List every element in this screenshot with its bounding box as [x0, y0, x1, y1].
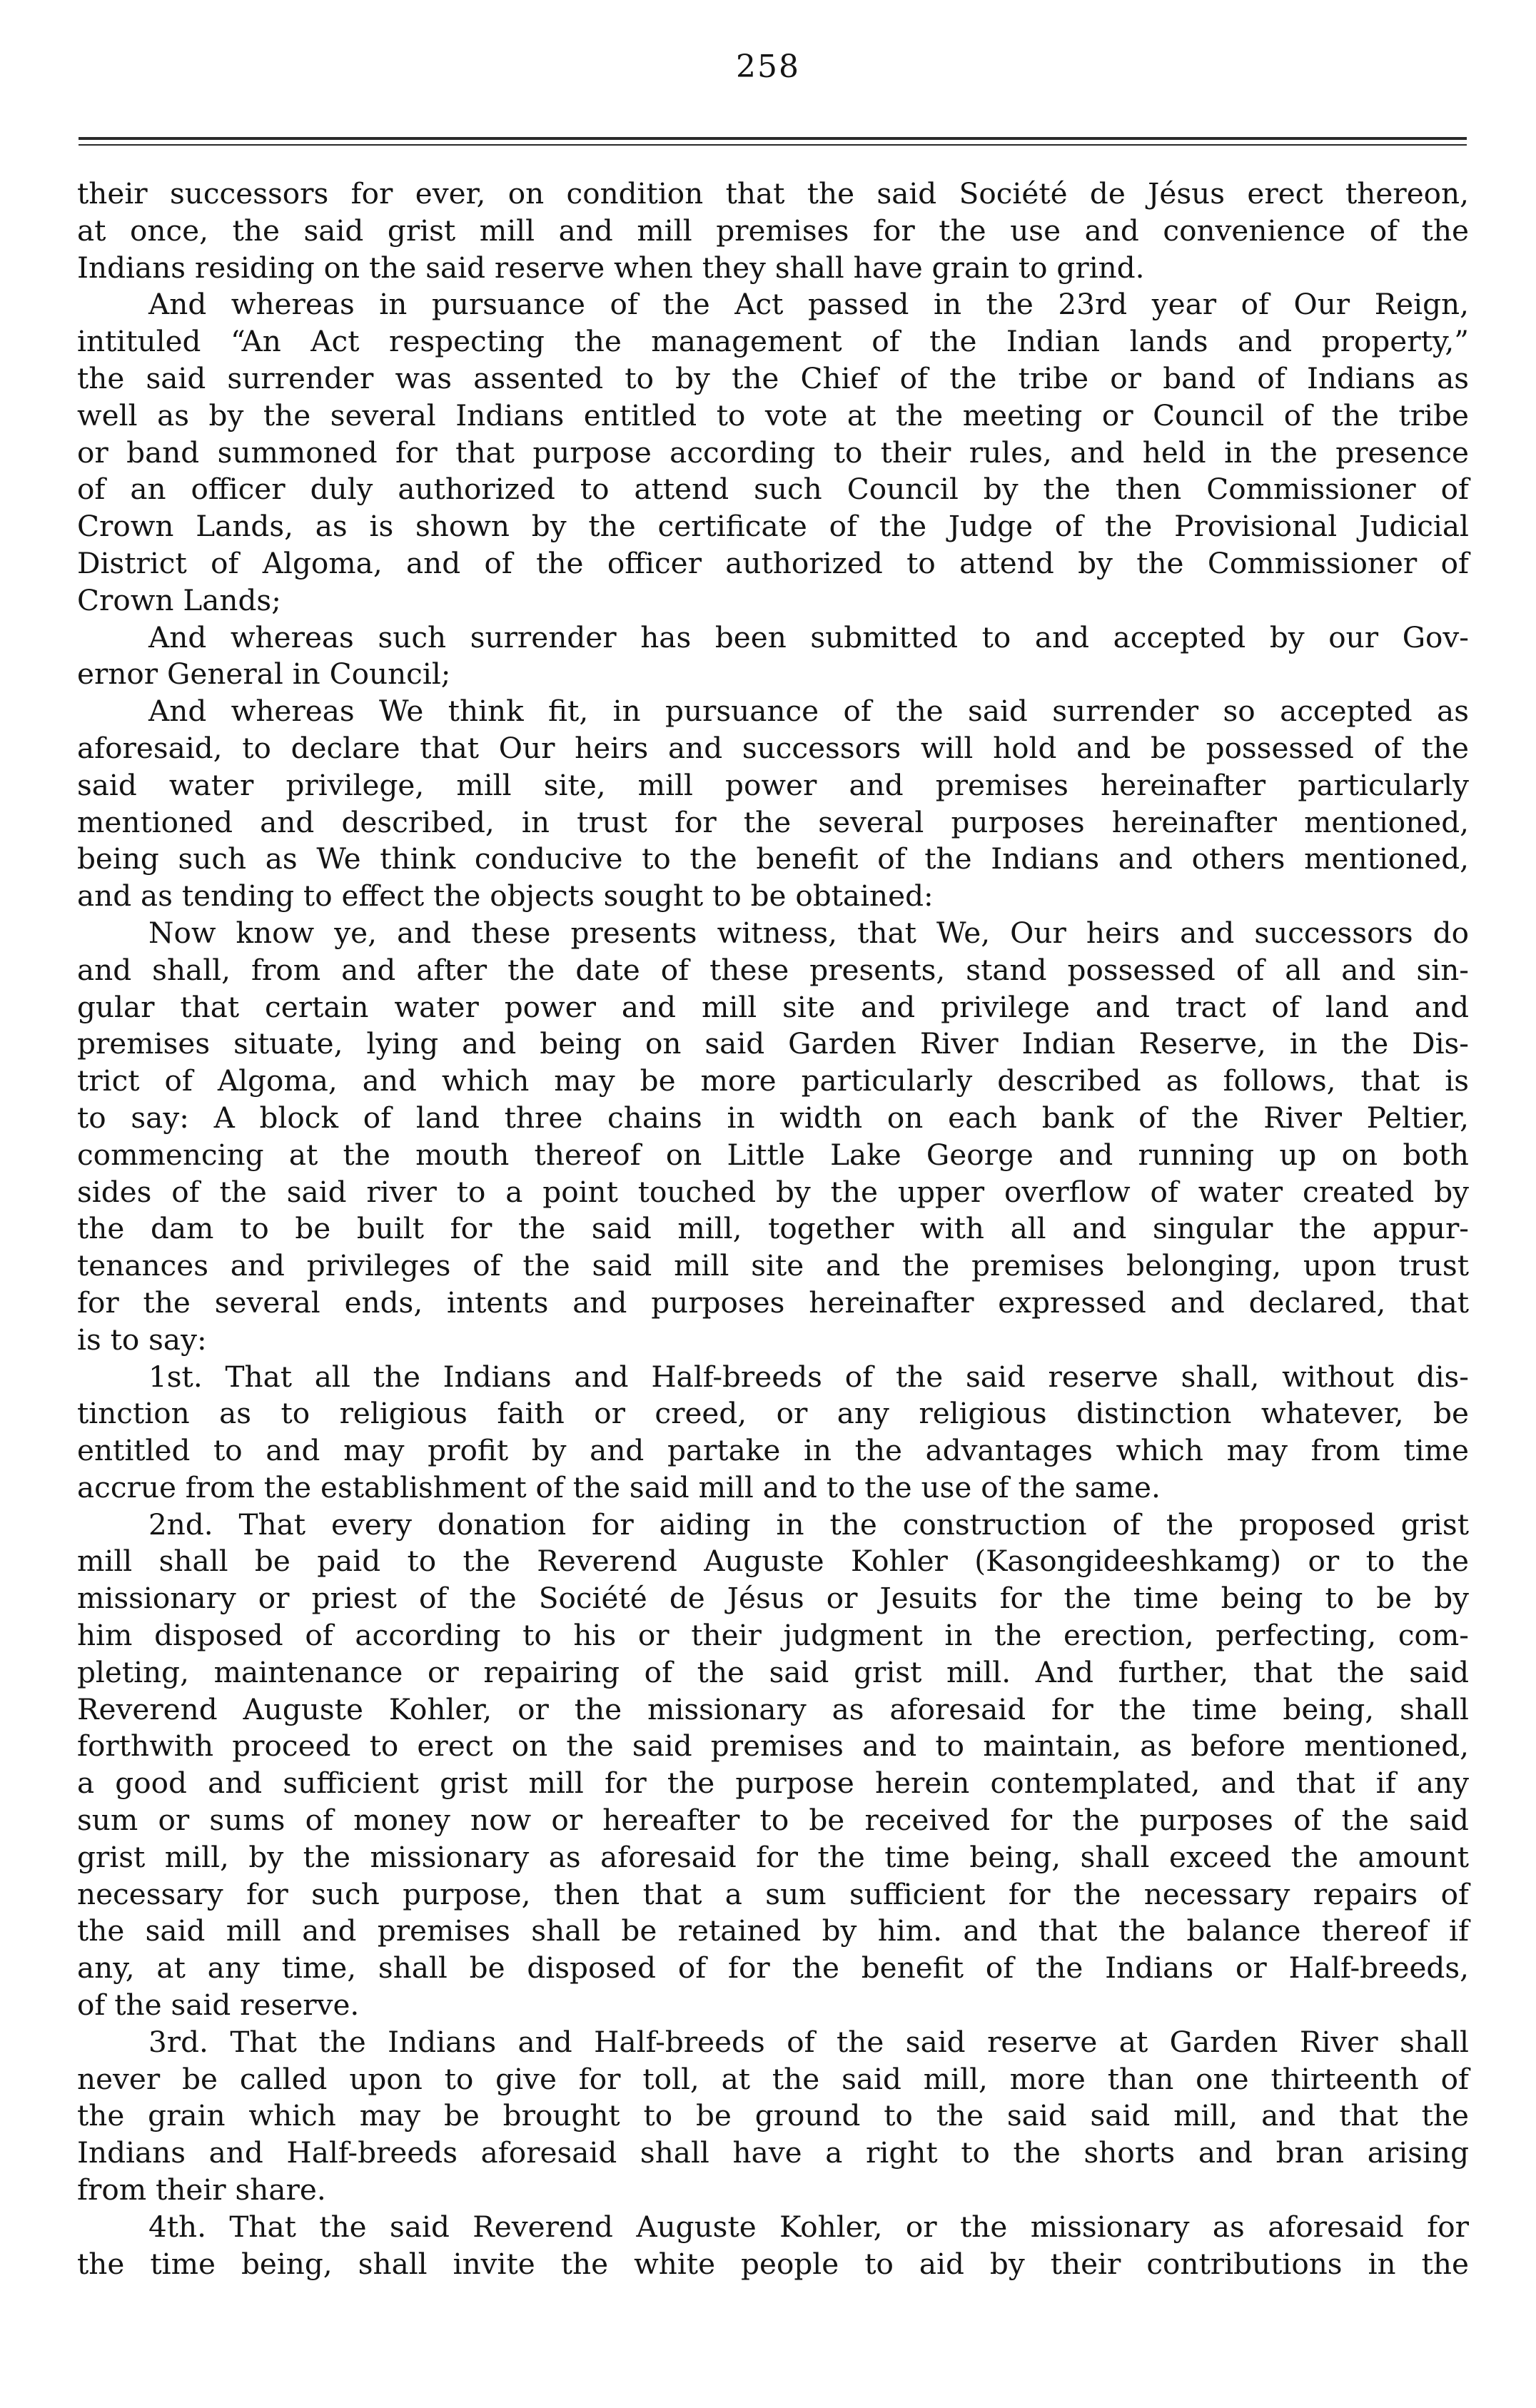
header-rule	[79, 137, 1467, 140]
text-line: being such as We think conducive to the benefit of the Indians and others mentioned,	[77, 841, 1469, 876]
text-line: Crown Lands, as is shown by the certificate of the Judge of the Provisional Judicial	[77, 509, 1469, 544]
text-line: grist mill, by the missionary as aforesaid for the time being, shall exceed the amount	[77, 1839, 1469, 1874]
text-line: well as by the several Indians entitled to vote at the meeting or Council of the tribe	[77, 398, 1469, 432]
text-line: to say: A block of land three chains in width on each bank of the River Peltier,	[77, 1100, 1469, 1135]
text-line: the dam to be built for the said mill, together with all and singular the appur-	[77, 1211, 1469, 1246]
text-line: mill shall be paid to the Reverend Auguste Kohler (Kasongideeshkamg) or to the	[77, 1544, 1469, 1579]
text-line: Reverend Auguste Kohler, or the missionary as aforesaid for the time being, shall	[77, 1691, 1469, 1726]
text-line: And whereas in pursuance of the Act passed in the 23rd year of Our Reign,	[148, 287, 1469, 322]
text-line: District of Algoma, and of the officer authorized to attend by the Commissioner of	[77, 545, 1469, 580]
text-line: the grain which may be brought to be ground to the said said mill, and that the	[77, 2098, 1469, 2133]
text-line: from their share.	[77, 2172, 326, 2207]
text-line: for the several ends, intents and purposes hereinafter expressed and declared, that	[77, 1285, 1469, 1320]
text-line: Now know ye, and these presents witness, that We, Our heirs and successors do	[148, 915, 1469, 950]
text-line: of an officer duly authorized to attend such Council by the then Commissioner of	[77, 472, 1469, 507]
text-line: forthwith proceed to erect on the said premises and to maintain, as before mentioned,	[77, 1729, 1469, 1764]
text-line: Crown Lands;	[77, 582, 281, 617]
text-line: at once, the said grist mill and mill premises for the use and convenience of the	[77, 213, 1469, 248]
text-line: their successors for ever, on condition that the said Société de Jésus erect thereon,	[77, 176, 1469, 211]
text-line: trict of Algoma, and which may be more particularly described as follows, that is	[77, 1063, 1469, 1098]
text-line: or band summoned for that purpose according to their rules, and held in the presence	[77, 435, 1469, 470]
text-line: sides of the said river to a point touched by the upper overflow of water created by	[77, 1174, 1469, 1209]
header-rule-thin	[79, 144, 1467, 146]
text-line: mentioned and described, in trust for the several purposes hereinafter mentioned,	[77, 804, 1469, 839]
text-line: Indians and Half-breeds aforesaid shall have a right to the shorts and bran arising	[77, 2135, 1469, 2170]
text-line: 3rd. That the Indians and Half-breeds of the said reserve at Garden River shall	[148, 2024, 1469, 2059]
text-line: any, at any time, shall be disposed of for the benefit of the Indians or Half-breeds,	[77, 1951, 1469, 1985]
text-line: commencing at the mouth thereof on Little Lake George and running up on both	[77, 1137, 1469, 1172]
text-line: sum or sums of money now or hereafter to be received for the purposes of the said	[77, 1803, 1469, 1838]
text-line: of the said reserve.	[77, 1988, 360, 2023]
text-line: missionary or priest of the Société de Jésus or Jesuits for the time being to be by	[77, 1581, 1469, 1616]
text-line: And whereas such surrender has been submitted to and accepted by our Gov-	[148, 619, 1469, 654]
text-line: and shall, from and after the date of these presents, stand possessed of all and sin-	[77, 952, 1469, 987]
text-line: the said mill and premises shall be retained by him. and that the balance thereof if	[77, 1913, 1469, 1948]
text-line: pleting, maintenance or repairing of the said grist mill. And further, that the said	[77, 1654, 1469, 1689]
text-line: ernor General in Council;	[77, 657, 451, 692]
text-line: And whereas We think fit, in pursuance of the said surrender so accepted as	[148, 694, 1469, 729]
text-line: the time being, shall invite the white people to aid by their contributions in the	[77, 2246, 1469, 2281]
text-line: 4th. That the said Reverend Auguste Kohler, or the missionary as aforesaid for	[148, 2209, 1469, 2244]
text-line: gular that certain water power and mill site and privilege and tract of land and	[77, 989, 1469, 1024]
text-line: is to say:	[77, 1322, 207, 1357]
text-line: 2nd. That every donation for aiding in the construction of the proposed grist	[148, 1507, 1469, 1542]
text-line: never be called upon to give for toll, at the said mill, more than one thirteenth of	[77, 2061, 1469, 2096]
text-line: aforesaid, to declare that Our heirs and successors will hold and be possessed of the	[77, 730, 1469, 765]
text-line: Indians residing on the said reserve when they shall have grain to grind.	[77, 250, 1145, 285]
text-line: the said surrender was assented to by the Chief of the tribe or band of Indians as	[77, 360, 1469, 395]
document-body	[77, 176, 1469, 2282]
text-line: him disposed of according to his or their judgment in the erection, perfecting, com-	[77, 1618, 1469, 1653]
text-line: accrue from the establishment of the said mill and to the use of the same.	[77, 1469, 1161, 1504]
text-line: intituled “An Act respecting the management of the Indian lands and property,”	[77, 324, 1469, 359]
text-line: tinction as to religious faith or creed, or any religious distinction whatever, be	[77, 1396, 1469, 1431]
page-number: 258	[736, 49, 800, 85]
text-line: 1st. That all the Indians and Half-breeds of the said reserve shall, without dis-	[148, 1359, 1469, 1394]
text-line: a good and sufficient grist mill for the purpose herein contemplated, and that if any	[77, 1766, 1469, 1801]
text-line: premises situate, lying and being on said Garden River Indian Reserve, in the Dis-	[77, 1026, 1469, 1061]
text-line: necessary for such purpose, then that a sum sufficient for the necessary repairs of	[77, 1876, 1469, 1911]
text-line: entitled to and may profit by and partake in the advantages which may from time	[77, 1433, 1469, 1468]
text-line: said water privilege, mill site, mill power and premises hereinafter particularly	[77, 767, 1469, 802]
text-line: and as tending to effect the objects sought to be obtained:	[77, 879, 934, 914]
text-line: tenances and privileges of the said mill site and the premises belonging, upon trust	[77, 1248, 1469, 1283]
